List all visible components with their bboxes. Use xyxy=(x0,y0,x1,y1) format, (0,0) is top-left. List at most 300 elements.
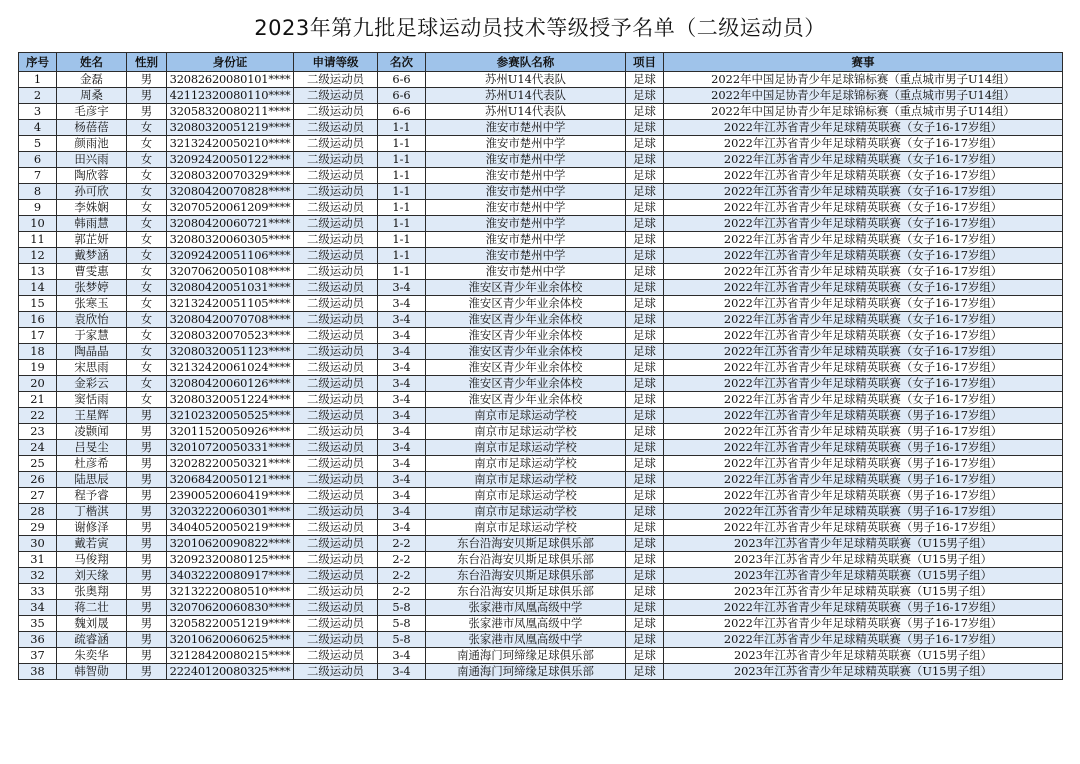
rank-cell: 1-1 xyxy=(378,120,426,136)
gender-cell: 男 xyxy=(127,88,167,104)
sport-cell: 足球 xyxy=(626,536,664,552)
seq-cell: 4 xyxy=(19,120,57,136)
rank-cell: 1-1 xyxy=(378,264,426,280)
gender-cell: 男 xyxy=(127,520,167,536)
name-cell: 疏睿涵 xyxy=(57,632,127,648)
event-cell: 2022年江苏省青少年足球精英联赛（男子16-17岁组） xyxy=(664,424,1063,440)
rank-cell: 1-1 xyxy=(378,200,426,216)
event-cell: 2023年江苏省青少年足球精英联赛（U15男子组） xyxy=(664,648,1063,664)
name-cell: 金彩云 xyxy=(57,376,127,392)
id-number-cell: 32128420080215**** xyxy=(167,648,294,664)
sport-cell: 足球 xyxy=(626,520,664,536)
grade-cell: 二级运动员 xyxy=(294,408,378,424)
sport-cell: 足球 xyxy=(626,328,664,344)
sport-cell: 足球 xyxy=(626,88,664,104)
table-row xyxy=(19,88,1063,104)
sport-cell: 足球 xyxy=(626,136,664,152)
gender-cell: 男 xyxy=(127,552,167,568)
gender-cell: 男 xyxy=(127,504,167,520)
id-number-cell: 32080320060305**** xyxy=(167,232,294,248)
grade-cell: 二级运动员 xyxy=(294,584,378,600)
grade-cell: 二级运动员 xyxy=(294,88,378,104)
sport-cell: 足球 xyxy=(626,648,664,664)
sport-cell: 足球 xyxy=(626,168,664,184)
event-cell: 2022年江苏省青少年足球精英联赛（男子16-17岁组） xyxy=(664,616,1063,632)
col-grade-header: 申请等级 xyxy=(294,53,378,72)
seq-cell: 21 xyxy=(19,392,57,408)
name-cell: 郭芷妍 xyxy=(57,232,127,248)
team-cell: 张家港市凤凰高级中学 xyxy=(426,600,626,616)
id-number-cell: 32070620050108**** xyxy=(167,264,294,280)
team-cell: 南京市足球运动学校 xyxy=(426,504,626,520)
gender-cell: 男 xyxy=(127,408,167,424)
seq-cell: 22 xyxy=(19,408,57,424)
sport-cell: 足球 xyxy=(626,72,664,88)
id-number-cell: 34032220080917**** xyxy=(167,568,294,584)
col-gender-header: 性别 xyxy=(127,53,167,72)
team-cell: 东台沿海安贝斯足球俱乐部 xyxy=(426,552,626,568)
name-cell: 颜雨池 xyxy=(57,136,127,152)
name-cell: 戴梦涵 xyxy=(57,248,127,264)
sport-cell: 足球 xyxy=(626,632,664,648)
name-cell: 金磊 xyxy=(57,72,127,88)
table-row xyxy=(19,616,1063,632)
gender-cell: 男 xyxy=(127,488,167,504)
rank-cell: 5-8 xyxy=(378,616,426,632)
rank-cell: 2-2 xyxy=(378,552,426,568)
team-cell: 淮安区青少年业余体校 xyxy=(426,360,626,376)
team-cell: 东台沿海安贝斯足球俱乐部 xyxy=(426,536,626,552)
grade-cell: 二级运动员 xyxy=(294,440,378,456)
grade-cell: 二级运动员 xyxy=(294,616,378,632)
id-number-cell: 32080320051123**** xyxy=(167,344,294,360)
gender-cell: 男 xyxy=(127,568,167,584)
rank-cell: 3-4 xyxy=(378,376,426,392)
name-cell: 陆思辰 xyxy=(57,472,127,488)
col-seq-header: 序号 xyxy=(19,53,57,72)
event-cell: 2022年江苏省青少年足球精英联赛（女子16-17岁组） xyxy=(664,120,1063,136)
gender-cell: 女 xyxy=(127,328,167,344)
gender-cell: 男 xyxy=(127,104,167,120)
sport-cell: 足球 xyxy=(626,440,664,456)
sport-cell: 足球 xyxy=(626,408,664,424)
id-number-cell: 32010620090822**** xyxy=(167,536,294,552)
table-row xyxy=(19,424,1063,440)
table-row xyxy=(19,296,1063,312)
athlete-list-table xyxy=(18,52,1063,680)
event-cell: 2023年江苏省青少年足球精英联赛（U15男子组） xyxy=(664,536,1063,552)
grade-cell: 二级运动员 xyxy=(294,232,378,248)
team-cell: 南京市足球运动学校 xyxy=(426,488,626,504)
team-cell: 淮安区青少年业余体校 xyxy=(426,392,626,408)
team-cell: 南京市足球运动学校 xyxy=(426,440,626,456)
sport-cell: 足球 xyxy=(626,296,664,312)
team-cell: 张家港市凤凰高级中学 xyxy=(426,632,626,648)
name-cell: 张奥翔 xyxy=(57,584,127,600)
sport-cell: 足球 xyxy=(626,424,664,440)
seq-cell: 31 xyxy=(19,552,57,568)
id-number-cell: 32010720050331**** xyxy=(167,440,294,456)
gender-cell: 女 xyxy=(127,296,167,312)
grade-cell: 二级运动员 xyxy=(294,168,378,184)
event-cell: 2022年中国足协青少年足球锦标赛（重点城市男子U14组） xyxy=(664,72,1063,88)
name-cell: 曹雯惠 xyxy=(57,264,127,280)
id-number-cell: 32080420060721**** xyxy=(167,216,294,232)
col-id-number-header: 身份证 xyxy=(167,53,294,72)
event-cell: 2022年江苏省青少年足球精英联赛（女子16-17岁组） xyxy=(664,312,1063,328)
rank-cell: 3-4 xyxy=(378,472,426,488)
seq-cell: 19 xyxy=(19,360,57,376)
team-cell: 淮安市楚州中学 xyxy=(426,152,626,168)
seq-cell: 1 xyxy=(19,72,57,88)
grade-cell: 二级运动员 xyxy=(294,280,378,296)
event-cell: 2023年江苏省青少年足球精英联赛（U15男子组） xyxy=(664,568,1063,584)
name-cell: 吕旻尘 xyxy=(57,440,127,456)
rank-cell: 3-4 xyxy=(378,488,426,504)
id-number-cell: 42112320080110**** xyxy=(167,88,294,104)
id-number-cell: 32132420061024**** xyxy=(167,360,294,376)
seq-cell: 9 xyxy=(19,200,57,216)
gender-cell: 男 xyxy=(127,664,167,680)
event-cell: 2022年江苏省青少年足球精英联赛（女子16-17岁组） xyxy=(664,168,1063,184)
rank-cell: 3-4 xyxy=(378,312,426,328)
gender-cell: 男 xyxy=(127,584,167,600)
event-cell: 2022年江苏省青少年足球精英联赛（男子16-17岁组） xyxy=(664,440,1063,456)
table-row xyxy=(19,520,1063,536)
table-row xyxy=(19,568,1063,584)
rank-cell: 3-4 xyxy=(378,424,426,440)
table-row xyxy=(19,200,1063,216)
gender-cell: 女 xyxy=(127,152,167,168)
rank-cell: 1-1 xyxy=(378,232,426,248)
sport-cell: 足球 xyxy=(626,392,664,408)
grade-cell: 二级运动员 xyxy=(294,664,378,680)
grade-cell: 二级运动员 xyxy=(294,376,378,392)
event-cell: 2022年江苏省青少年足球精英联赛（女子16-17岁组） xyxy=(664,376,1063,392)
rank-cell: 1-1 xyxy=(378,168,426,184)
sport-cell: 足球 xyxy=(626,504,664,520)
gender-cell: 男 xyxy=(127,632,167,648)
seq-cell: 7 xyxy=(19,168,57,184)
id-number-cell: 32011520050926**** xyxy=(167,424,294,440)
event-cell: 2022年江苏省青少年足球精英联赛（男子16-17岁组） xyxy=(664,408,1063,424)
table-row xyxy=(19,120,1063,136)
seq-cell: 36 xyxy=(19,632,57,648)
name-cell: 蒋二壮 xyxy=(57,600,127,616)
id-number-cell: 32070520061209**** xyxy=(167,200,294,216)
event-cell: 2022年江苏省青少年足球精英联赛（男子16-17岁组） xyxy=(664,600,1063,616)
id-number-cell: 22240120080325**** xyxy=(167,664,294,680)
table-row xyxy=(19,392,1063,408)
id-number-cell: 32080420070828**** xyxy=(167,184,294,200)
event-cell: 2023年江苏省青少年足球精英联赛（U15男子组） xyxy=(664,552,1063,568)
sport-cell: 足球 xyxy=(626,616,664,632)
id-number-cell: 32080420051031**** xyxy=(167,280,294,296)
table-row xyxy=(19,456,1063,472)
team-cell: 苏州U14代表队 xyxy=(426,104,626,120)
name-cell: 张梦婷 xyxy=(57,280,127,296)
table-row xyxy=(19,312,1063,328)
sport-cell: 足球 xyxy=(626,376,664,392)
seq-cell: 23 xyxy=(19,424,57,440)
grade-cell: 二级运动员 xyxy=(294,568,378,584)
seq-cell: 32 xyxy=(19,568,57,584)
rank-cell: 1-1 xyxy=(378,216,426,232)
table-row xyxy=(19,232,1063,248)
name-cell: 周桑 xyxy=(57,88,127,104)
grade-cell: 二级运动员 xyxy=(294,360,378,376)
sport-cell: 足球 xyxy=(626,280,664,296)
id-number-cell: 32080320051224**** xyxy=(167,392,294,408)
id-number-cell: 32058320080211**** xyxy=(167,104,294,120)
rank-cell: 3-4 xyxy=(378,456,426,472)
team-cell: 南京市足球运动学校 xyxy=(426,408,626,424)
table-row xyxy=(19,360,1063,376)
table-row xyxy=(19,152,1063,168)
team-cell: 南京市足球运动学校 xyxy=(426,456,626,472)
name-cell: 丁楷淇 xyxy=(57,504,127,520)
grade-cell: 二级运动员 xyxy=(294,520,378,536)
rank-cell: 3-4 xyxy=(378,328,426,344)
sport-cell: 足球 xyxy=(626,664,664,680)
gender-cell: 女 xyxy=(127,360,167,376)
table-row xyxy=(19,632,1063,648)
team-cell: 淮安市楚州中学 xyxy=(426,248,626,264)
table-row xyxy=(19,376,1063,392)
grade-cell: 二级运动员 xyxy=(294,184,378,200)
team-cell: 淮安市楚州中学 xyxy=(426,120,626,136)
team-cell: 淮安市楚州中学 xyxy=(426,200,626,216)
grade-cell: 二级运动员 xyxy=(294,552,378,568)
team-cell: 南通海门珂缔缘足球俱乐部 xyxy=(426,664,626,680)
grade-cell: 二级运动员 xyxy=(294,504,378,520)
gender-cell: 女 xyxy=(127,200,167,216)
name-cell: 谢修泽 xyxy=(57,520,127,536)
grade-cell: 二级运动员 xyxy=(294,424,378,440)
name-cell: 戴若寅 xyxy=(57,536,127,552)
event-cell: 2022年江苏省青少年足球精英联赛（女子16-17岁组） xyxy=(664,216,1063,232)
seq-cell: 12 xyxy=(19,248,57,264)
gender-cell: 男 xyxy=(127,536,167,552)
col-name-header: 姓名 xyxy=(57,53,127,72)
sport-cell: 足球 xyxy=(626,216,664,232)
gender-cell: 男 xyxy=(127,472,167,488)
team-cell: 东台沿海安贝斯足球俱乐部 xyxy=(426,568,626,584)
id-number-cell: 32028220050321**** xyxy=(167,456,294,472)
grade-cell: 二级运动员 xyxy=(294,200,378,216)
name-cell: 刘天缘 xyxy=(57,568,127,584)
rank-cell: 6-6 xyxy=(378,104,426,120)
seq-cell: 8 xyxy=(19,184,57,200)
grade-cell: 二级运动员 xyxy=(294,632,378,648)
team-cell: 淮安区青少年业余体校 xyxy=(426,296,626,312)
seq-cell: 38 xyxy=(19,664,57,680)
gender-cell: 女 xyxy=(127,264,167,280)
gender-cell: 男 xyxy=(127,600,167,616)
grade-cell: 二级运动员 xyxy=(294,472,378,488)
sport-cell: 足球 xyxy=(626,232,664,248)
sport-cell: 足球 xyxy=(626,344,664,360)
rank-cell: 3-4 xyxy=(378,648,426,664)
rank-cell: 3-4 xyxy=(378,296,426,312)
id-number-cell: 32070620060830**** xyxy=(167,600,294,616)
id-number-cell: 32080320070523**** xyxy=(167,328,294,344)
name-cell: 凌颢闻 xyxy=(57,424,127,440)
rank-cell: 2-2 xyxy=(378,584,426,600)
name-cell: 马俊翔 xyxy=(57,552,127,568)
grade-cell: 二级运动员 xyxy=(294,248,378,264)
header-row xyxy=(19,53,1063,72)
id-number-cell: 32080320070329**** xyxy=(167,168,294,184)
grade-cell: 二级运动员 xyxy=(294,536,378,552)
grade-cell: 二级运动员 xyxy=(294,152,378,168)
sport-cell: 足球 xyxy=(626,600,664,616)
id-number-cell: 32058220051219**** xyxy=(167,616,294,632)
team-cell: 淮安区青少年业余体校 xyxy=(426,280,626,296)
gender-cell: 女 xyxy=(127,120,167,136)
gender-cell: 男 xyxy=(127,424,167,440)
id-number-cell: 32132420051105**** xyxy=(167,296,294,312)
grade-cell: 二级运动员 xyxy=(294,344,378,360)
name-cell: 朱奕华 xyxy=(57,648,127,664)
seq-cell: 26 xyxy=(19,472,57,488)
table-row xyxy=(19,216,1063,232)
grade-cell: 二级运动员 xyxy=(294,456,378,472)
table-row xyxy=(19,504,1063,520)
team-cell: 东台沿海安贝斯足球俱乐部 xyxy=(426,584,626,600)
sport-cell: 足球 xyxy=(626,488,664,504)
table-row xyxy=(19,168,1063,184)
gender-cell: 女 xyxy=(127,216,167,232)
name-cell: 窦恬雨 xyxy=(57,392,127,408)
grade-cell: 二级运动员 xyxy=(294,648,378,664)
table-row xyxy=(19,648,1063,664)
sport-cell: 足球 xyxy=(626,200,664,216)
table-row xyxy=(19,72,1063,88)
grade-cell: 二级运动员 xyxy=(294,72,378,88)
event-cell: 2022年江苏省青少年足球精英联赛（女子16-17岁组） xyxy=(664,280,1063,296)
table-row xyxy=(19,536,1063,552)
seq-cell: 2 xyxy=(19,88,57,104)
seq-cell: 15 xyxy=(19,296,57,312)
table-row xyxy=(19,584,1063,600)
table-row xyxy=(19,264,1063,280)
gender-cell: 男 xyxy=(127,616,167,632)
gender-cell: 男 xyxy=(127,72,167,88)
rank-cell: 3-4 xyxy=(378,408,426,424)
rank-cell: 5-8 xyxy=(378,600,426,616)
table-row xyxy=(19,472,1063,488)
table-row xyxy=(19,408,1063,424)
team-cell: 淮安区青少年业余体校 xyxy=(426,312,626,328)
team-cell: 淮安市楚州中学 xyxy=(426,136,626,152)
event-cell: 2022年江苏省青少年足球精英联赛（男子16-17岁组） xyxy=(664,488,1063,504)
table-header xyxy=(19,53,1063,72)
id-number-cell: 32092420050122**** xyxy=(167,152,294,168)
grade-cell: 二级运动员 xyxy=(294,264,378,280)
gender-cell: 男 xyxy=(127,648,167,664)
sport-cell: 足球 xyxy=(626,120,664,136)
seq-cell: 34 xyxy=(19,600,57,616)
id-number-cell: 32080420070708**** xyxy=(167,312,294,328)
rank-cell: 6-6 xyxy=(378,72,426,88)
name-cell: 田兴雨 xyxy=(57,152,127,168)
event-cell: 2022年江苏省青少年足球精英联赛（男子16-17岁组） xyxy=(664,472,1063,488)
table-row xyxy=(19,664,1063,680)
rank-cell: 3-4 xyxy=(378,440,426,456)
event-cell: 2022年江苏省青少年足球精英联赛（男子16-17岁组） xyxy=(664,504,1063,520)
table-row xyxy=(19,600,1063,616)
team-cell: 南京市足球运动学校 xyxy=(426,424,626,440)
id-number-cell: 32082620080101**** xyxy=(167,72,294,88)
rank-cell: 1-1 xyxy=(378,248,426,264)
seq-cell: 27 xyxy=(19,488,57,504)
table-row xyxy=(19,328,1063,344)
name-cell: 王星辉 xyxy=(57,408,127,424)
rank-cell: 1-1 xyxy=(378,152,426,168)
id-number-cell: 32032220060301**** xyxy=(167,504,294,520)
sport-cell: 足球 xyxy=(626,312,664,328)
id-number-cell: 32092320080125**** xyxy=(167,552,294,568)
id-number-cell: 32132420050210**** xyxy=(167,136,294,152)
team-cell: 淮安市楚州中学 xyxy=(426,216,626,232)
table-row xyxy=(19,552,1063,568)
rank-cell: 3-4 xyxy=(378,520,426,536)
rank-cell: 2-2 xyxy=(378,568,426,584)
rank-cell: 3-4 xyxy=(378,664,426,680)
event-cell: 2022年江苏省青少年足球精英联赛（女子16-17岁组） xyxy=(664,184,1063,200)
team-cell: 苏州U14代表队 xyxy=(426,88,626,104)
team-cell: 淮安市楚州中学 xyxy=(426,168,626,184)
table-row xyxy=(19,104,1063,120)
gender-cell: 女 xyxy=(127,312,167,328)
grade-cell: 二级运动员 xyxy=(294,392,378,408)
page-title: 2023年第九批足球运动员技术等级授予名单（二级运动员） xyxy=(254,16,826,40)
team-cell: 张家港市凤凰高级中学 xyxy=(426,616,626,632)
team-cell: 淮安市楚州中学 xyxy=(426,184,626,200)
name-cell: 张寒玉 xyxy=(57,296,127,312)
team-cell: 淮安区青少年业余体校 xyxy=(426,376,626,392)
seq-cell: 14 xyxy=(19,280,57,296)
sport-cell: 足球 xyxy=(626,552,664,568)
grade-cell: 二级运动员 xyxy=(294,312,378,328)
event-cell: 2022年江苏省青少年足球精英联赛（女子16-17岁组） xyxy=(664,136,1063,152)
id-number-cell: 23900520060419**** xyxy=(167,488,294,504)
table-row xyxy=(19,440,1063,456)
name-cell: 孙可欣 xyxy=(57,184,127,200)
id-number-cell: 34040520050219**** xyxy=(167,520,294,536)
col-team-header: 参赛队名称 xyxy=(426,53,626,72)
grade-cell: 二级运动员 xyxy=(294,104,378,120)
event-cell: 2022年江苏省青少年足球精英联赛（女子16-17岁组） xyxy=(664,360,1063,376)
name-cell: 韩智勋 xyxy=(57,664,127,680)
name-cell: 杨蓓蓓 xyxy=(57,120,127,136)
event-cell: 2022年江苏省青少年足球精英联赛（女子16-17岁组） xyxy=(664,248,1063,264)
grade-cell: 二级运动员 xyxy=(294,600,378,616)
grade-cell: 二级运动员 xyxy=(294,136,378,152)
grade-cell: 二级运动员 xyxy=(294,216,378,232)
grade-cell: 二级运动员 xyxy=(294,328,378,344)
team-cell: 南京市足球运动学校 xyxy=(426,472,626,488)
table-row xyxy=(19,280,1063,296)
rank-cell: 3-4 xyxy=(378,280,426,296)
event-cell: 2022年江苏省青少年足球精英联赛（女子16-17岁组） xyxy=(664,392,1063,408)
rank-cell: 6-6 xyxy=(378,88,426,104)
name-cell: 杜彦希 xyxy=(57,456,127,472)
rank-cell: 3-4 xyxy=(378,504,426,520)
seq-cell: 20 xyxy=(19,376,57,392)
table-row xyxy=(19,136,1063,152)
